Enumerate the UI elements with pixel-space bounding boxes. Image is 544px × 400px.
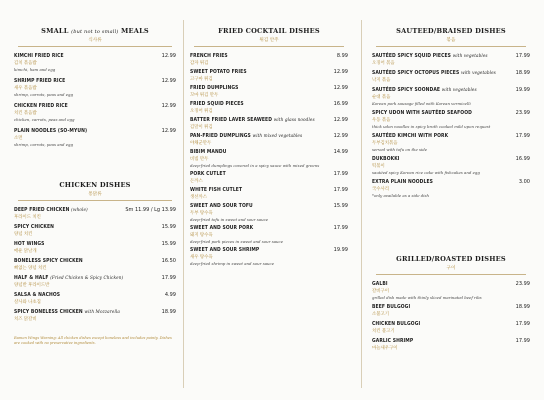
item-price: Sm 11.99 / Lg 13.99 bbox=[125, 207, 176, 213]
item-name-text: PAN-FRIED DUMPLINGS bbox=[190, 133, 251, 139]
section-grilled bbox=[372, 255, 530, 355]
item-korean-name: 후라이드 치킨 bbox=[14, 215, 41, 220]
menu-item bbox=[372, 87, 530, 106]
menu-item bbox=[14, 78, 176, 97]
menu-item bbox=[14, 207, 176, 220]
item-name-text: DUKBOKKI bbox=[372, 156, 400, 162]
item-korean-name: 새우 탕수육 bbox=[190, 255, 213, 260]
item-name bbox=[190, 101, 348, 107]
item-name-note: with mixed vegetables bbox=[252, 133, 303, 138]
item-name-text: SWEET AND SOUR TOFU bbox=[190, 203, 253, 209]
menu-column-2 bbox=[190, 0, 348, 269]
menu-item bbox=[372, 281, 530, 300]
item-name-text: BIBIM MANDU bbox=[190, 149, 227, 155]
item-price: 15.99 bbox=[333, 203, 348, 209]
item-price: 12.99 bbox=[333, 117, 348, 123]
item-description: *only available as a side dish bbox=[372, 193, 430, 198]
item-description: deep-fried shrimp in sweet and sour sauce bbox=[190, 261, 275, 266]
item-description: Korean pork sausage filled with Korean vermicelli bbox=[372, 101, 471, 106]
item-price: 17.99 bbox=[515, 133, 530, 139]
menu-item bbox=[190, 203, 348, 222]
item-list bbox=[14, 53, 176, 147]
item-name-text: BATTER FRIED LAVER SEAWEED bbox=[190, 117, 273, 123]
item-description: shrimp, carrots, peas and egg bbox=[14, 142, 74, 147]
item-name-text: SPICY CHICKEN bbox=[14, 224, 54, 230]
menu-item bbox=[14, 292, 176, 305]
item-name bbox=[372, 338, 530, 344]
item-korean-name: 뼈없는 양념 치킨 bbox=[14, 266, 47, 271]
item-name bbox=[14, 258, 176, 264]
item-name bbox=[190, 53, 348, 59]
item-name-text: PORK CUTLET bbox=[190, 171, 226, 177]
item-price: 17.99 bbox=[515, 338, 530, 344]
item-price: 15.99 bbox=[161, 224, 176, 230]
menu-item bbox=[190, 149, 348, 168]
item-list bbox=[372, 53, 530, 198]
item-price: 15.99 bbox=[161, 241, 176, 247]
item-name-text: SAUTÉED KIMCHI WITH PORK bbox=[372, 133, 449, 139]
item-name-text: BONELESS SPICY CHICKEN bbox=[14, 258, 83, 264]
menu-item bbox=[190, 69, 348, 82]
item-korean-name: 감자 튀김 bbox=[190, 61, 209, 66]
item-name-text: SAUTÉED SPICY OCTOPUS PIECES bbox=[372, 70, 460, 76]
item-description: thick udon noodles in spicy broth cooked mild upon request bbox=[372, 124, 491, 129]
menu-item bbox=[190, 247, 348, 266]
item-name-text: GARLIC SHRIMP bbox=[372, 338, 414, 344]
item-name bbox=[190, 85, 348, 91]
menu-item bbox=[372, 304, 530, 317]
menu-item bbox=[14, 53, 176, 72]
item-price: 17.99 bbox=[333, 171, 348, 177]
item-korean-name: 생선까스 bbox=[190, 195, 207, 200]
column-divider bbox=[361, 20, 362, 388]
column-divider bbox=[183, 20, 184, 388]
item-korean-name: 고구마 튀김 bbox=[190, 77, 213, 82]
item-name bbox=[190, 133, 348, 139]
item-price: 16.99 bbox=[333, 101, 348, 107]
item-korean-name: 국수사리 bbox=[372, 187, 389, 192]
item-name-text: FRIED DUMPLINGS bbox=[190, 85, 239, 91]
item-price: 12.99 bbox=[333, 85, 348, 91]
menu-item bbox=[190, 133, 348, 146]
item-korean-name: 샬사와 나초칩 bbox=[14, 300, 41, 305]
menu-item bbox=[190, 187, 348, 200]
item-name-note: with vegetables bbox=[452, 53, 488, 58]
item-price: 18.99 bbox=[515, 304, 530, 310]
item-name-text: HOT WINGS bbox=[14, 241, 45, 247]
item-korean-name: 비빔 만두 bbox=[190, 157, 209, 162]
item-korean-name: 두부김치볶음 bbox=[372, 141, 398, 146]
item-name bbox=[372, 70, 530, 76]
item-name bbox=[14, 53, 176, 59]
section-title: FRIED COCKTAIL DISHES bbox=[218, 27, 320, 35]
item-korean-name: 꼬마 튀김 만두 bbox=[190, 93, 219, 98]
item-name-text: SAUTÉED SPICY SQUID PIECES bbox=[372, 53, 452, 59]
section-sauteed bbox=[372, 27, 530, 198]
item-korean-name: 돼지 탕수육 bbox=[190, 233, 213, 238]
item-price: 4.99 bbox=[164, 292, 176, 298]
item-name bbox=[14, 275, 176, 281]
item-price: 17.99 bbox=[333, 225, 348, 231]
item-name-text: PLAIN NOODLES (SO-MYUN) bbox=[14, 128, 88, 134]
item-name-text: EXTRA PLAIN NOODLES bbox=[372, 179, 433, 185]
item-name-note: (whole) bbox=[71, 207, 88, 212]
item-korean-name: 야채군만두 bbox=[190, 141, 212, 146]
item-name-text: CHICKEN BULGOGI bbox=[372, 321, 421, 327]
item-name bbox=[14, 103, 176, 109]
section-divider bbox=[18, 46, 172, 47]
item-name-note: with vegetables bbox=[441, 87, 477, 92]
footnote: Ramen Wings Warning: All chicken dishes except boneless and includes pointy. Dishes are cooked with no preservative ingredients. bbox=[14, 336, 172, 345]
item-name-text: HALF & HALF bbox=[14, 275, 49, 281]
item-price: 14.99 bbox=[333, 149, 348, 155]
item-name-text: WHITE FISH CUTLET bbox=[190, 187, 243, 193]
item-name-text: SAUTÉED SPICY SOONDAE bbox=[372, 87, 441, 93]
menu-item bbox=[14, 258, 176, 271]
item-name bbox=[372, 53, 530, 59]
item-price: 12.99 bbox=[161, 78, 176, 84]
item-list bbox=[190, 53, 348, 266]
item-price: 16.50 bbox=[161, 258, 176, 264]
item-korean-name: 김치 볶음밥 bbox=[14, 61, 37, 66]
section-title: GRILLED/ROASTED DISHES bbox=[396, 255, 506, 263]
section-divider bbox=[376, 274, 526, 275]
item-name-text: DEEP FRIED CHICKEN bbox=[14, 207, 70, 213]
item-price: 17.99 bbox=[515, 53, 530, 59]
section-title: SAUTEED/BRAISED DISHES bbox=[396, 27, 506, 35]
item-name-text: GALBI bbox=[372, 281, 388, 287]
item-korean-name: 돈까스 bbox=[190, 179, 203, 184]
item-korean-name: 떡볶이 bbox=[372, 164, 385, 169]
item-name bbox=[14, 309, 176, 315]
item-description: deep-fried pork pieces in sweet and sour sauce bbox=[190, 239, 284, 244]
item-name-text: SPICY BONELESS CHICKEN bbox=[14, 309, 83, 315]
section-title: SMALL (but not to small) MEALS bbox=[41, 27, 149, 35]
item-description: deep-fried tofu in sweet and sour sauce bbox=[190, 217, 269, 222]
item-name bbox=[190, 149, 348, 155]
section-title-korean: 구이 bbox=[446, 266, 456, 271]
item-price: 8.99 bbox=[336, 53, 348, 59]
item-name bbox=[14, 241, 176, 247]
menu-item bbox=[190, 53, 348, 66]
menu-item bbox=[190, 171, 348, 184]
item-name bbox=[372, 110, 530, 116]
item-name bbox=[372, 321, 530, 327]
section-title-korean: 식사류 bbox=[88, 38, 102, 43]
item-price: 23.99 bbox=[515, 281, 530, 287]
item-name bbox=[14, 224, 176, 230]
item-price: 17.99 bbox=[333, 187, 348, 193]
item-name bbox=[190, 203, 348, 209]
item-korean-name: 낙지 볶음 bbox=[372, 78, 391, 83]
item-name bbox=[190, 69, 348, 75]
item-name-text: FRIED SQUID PIECES bbox=[190, 101, 244, 107]
item-list bbox=[14, 207, 176, 322]
item-name-note: (Fried Chicken & Spicy Chicken) bbox=[50, 275, 124, 280]
item-name bbox=[372, 179, 530, 185]
item-name-note: with vegetables bbox=[460, 70, 496, 75]
item-description: served with tofu on the side bbox=[372, 147, 428, 152]
item-name bbox=[14, 78, 176, 84]
menu-item bbox=[14, 128, 176, 147]
item-name bbox=[190, 247, 348, 253]
item-korean-name: 소불고기 bbox=[372, 312, 389, 317]
section-divider bbox=[376, 46, 526, 47]
section-chicken bbox=[14, 181, 176, 346]
item-price: 23.99 bbox=[515, 110, 530, 116]
item-korean-name: 우동 볶음 bbox=[372, 118, 391, 123]
item-list bbox=[372, 281, 530, 351]
item-price: 12.99 bbox=[333, 133, 348, 139]
item-korean-name: 치킨 볶음밥 bbox=[14, 111, 37, 116]
item-korean-name: 두부 탕수육 bbox=[190, 211, 213, 216]
section-title-korean: 통닭류 bbox=[88, 192, 102, 197]
item-korean-name: 양념반 후라이드반 bbox=[14, 283, 50, 288]
item-korean-name: 치킨 불고기 bbox=[372, 329, 395, 334]
section-divider bbox=[194, 46, 344, 47]
item-name-text: CHICKEN FRIED RICE bbox=[14, 103, 68, 109]
item-name bbox=[372, 156, 530, 162]
menu-item bbox=[372, 70, 530, 83]
section-fried bbox=[190, 27, 348, 266]
menu-item bbox=[372, 133, 530, 152]
section-title-korean: 볶음 bbox=[446, 38, 456, 43]
item-description: grilled dish made with thinly sliced marinated beef ribs bbox=[372, 295, 482, 300]
section-title: CHICKEN DISHES bbox=[59, 181, 131, 189]
item-name-note: with Mozzarella bbox=[84, 309, 120, 314]
item-korean-name: 새우 볶음밥 bbox=[14, 86, 37, 91]
menu-item bbox=[190, 101, 348, 114]
item-name bbox=[190, 117, 348, 123]
item-price: 17.99 bbox=[161, 275, 176, 281]
section-divider bbox=[18, 200, 172, 201]
item-name-text: FRENCH FRIES bbox=[190, 53, 228, 59]
menu-item bbox=[14, 275, 176, 288]
item-name-text: KIMCHI FRIED RICE bbox=[14, 53, 64, 59]
item-name-text: SWEET AND SOUR SHRIMP bbox=[190, 247, 260, 253]
item-price: 19.99 bbox=[515, 87, 530, 93]
menu-item bbox=[14, 309, 176, 322]
item-price: 3.00 bbox=[518, 179, 530, 185]
item-description: kimchi, ham and egg bbox=[14, 67, 56, 72]
item-price: 18.99 bbox=[161, 309, 176, 315]
item-korean-name: 소면 bbox=[14, 136, 23, 141]
item-korean-name: 양념 치킨 bbox=[14, 232, 33, 237]
item-name-text: SPICY UDON WITH SAUTÉED SEAFOOD bbox=[372, 110, 472, 116]
item-price: 16.99 bbox=[515, 156, 530, 162]
item-name bbox=[14, 292, 176, 298]
item-name bbox=[372, 87, 530, 93]
item-name bbox=[372, 281, 530, 287]
menu-item bbox=[190, 85, 348, 98]
menu-item bbox=[190, 117, 348, 130]
item-price: 18.99 bbox=[515, 70, 530, 76]
menu-column-3 bbox=[372, 0, 530, 351]
item-name-note: with glass noodles bbox=[273, 117, 315, 122]
item-name-text: SHRIMP FRIED RICE bbox=[14, 78, 66, 84]
item-price: 12.99 bbox=[161, 128, 176, 134]
item-description: sautéed spicy Korean rice cake with fishcakes and egg bbox=[372, 170, 480, 175]
item-description: chicken, carrots, peas and egg bbox=[14, 117, 75, 122]
item-name bbox=[190, 187, 348, 193]
item-price: 12.99 bbox=[333, 69, 348, 75]
menu-item bbox=[372, 53, 530, 66]
item-name-text: SWEET AND SOUR PORK bbox=[190, 225, 254, 231]
item-korean-name: 김말이 튀김 bbox=[190, 125, 213, 130]
item-name bbox=[372, 133, 530, 139]
item-name-text: SWEET POTATO FRIES bbox=[190, 69, 247, 75]
item-name bbox=[14, 128, 176, 134]
item-name bbox=[190, 225, 348, 231]
item-price: 19.99 bbox=[333, 247, 348, 253]
item-price: 12.99 bbox=[161, 53, 176, 59]
item-korean-name: 순대 볶음 bbox=[372, 95, 391, 100]
menu-item bbox=[14, 103, 176, 122]
item-name bbox=[372, 304, 530, 310]
item-description: deep-fried dumplings covered in a spicy sauce with mixed greens bbox=[190, 163, 320, 168]
menu-item bbox=[372, 338, 530, 351]
section-title-korean: 튀김 안주 bbox=[259, 38, 279, 43]
menu-item bbox=[14, 241, 176, 254]
item-korean-name: 갈비구이 bbox=[372, 289, 389, 294]
item-korean-name: 치즈 닭갈비 bbox=[14, 317, 37, 322]
item-korean-name: 매운 닭날개 bbox=[14, 249, 37, 254]
menu-item bbox=[372, 110, 530, 129]
menu-item bbox=[372, 321, 530, 334]
item-korean-name: 오징어 볶음 bbox=[372, 61, 395, 66]
item-korean-name: 오징어 튀김 bbox=[190, 109, 213, 114]
menu-item bbox=[14, 224, 176, 237]
item-price: 12.99 bbox=[161, 103, 176, 109]
item-name-text: SALSA & NACHOS bbox=[14, 292, 61, 298]
item-name bbox=[190, 171, 348, 177]
item-name-text: BEEF BULGOGI bbox=[372, 304, 411, 310]
menu-item bbox=[372, 179, 530, 198]
item-korean-name: 마늘새우구이 bbox=[372, 346, 398, 351]
menu-column-1 bbox=[14, 0, 176, 345]
menu-item bbox=[372, 156, 530, 175]
menu-item bbox=[190, 225, 348, 244]
item-price: 17.99 bbox=[515, 321, 530, 327]
item-description: shrimp, carrots, peas and egg bbox=[14, 92, 74, 97]
section-small-meals bbox=[14, 27, 176, 147]
